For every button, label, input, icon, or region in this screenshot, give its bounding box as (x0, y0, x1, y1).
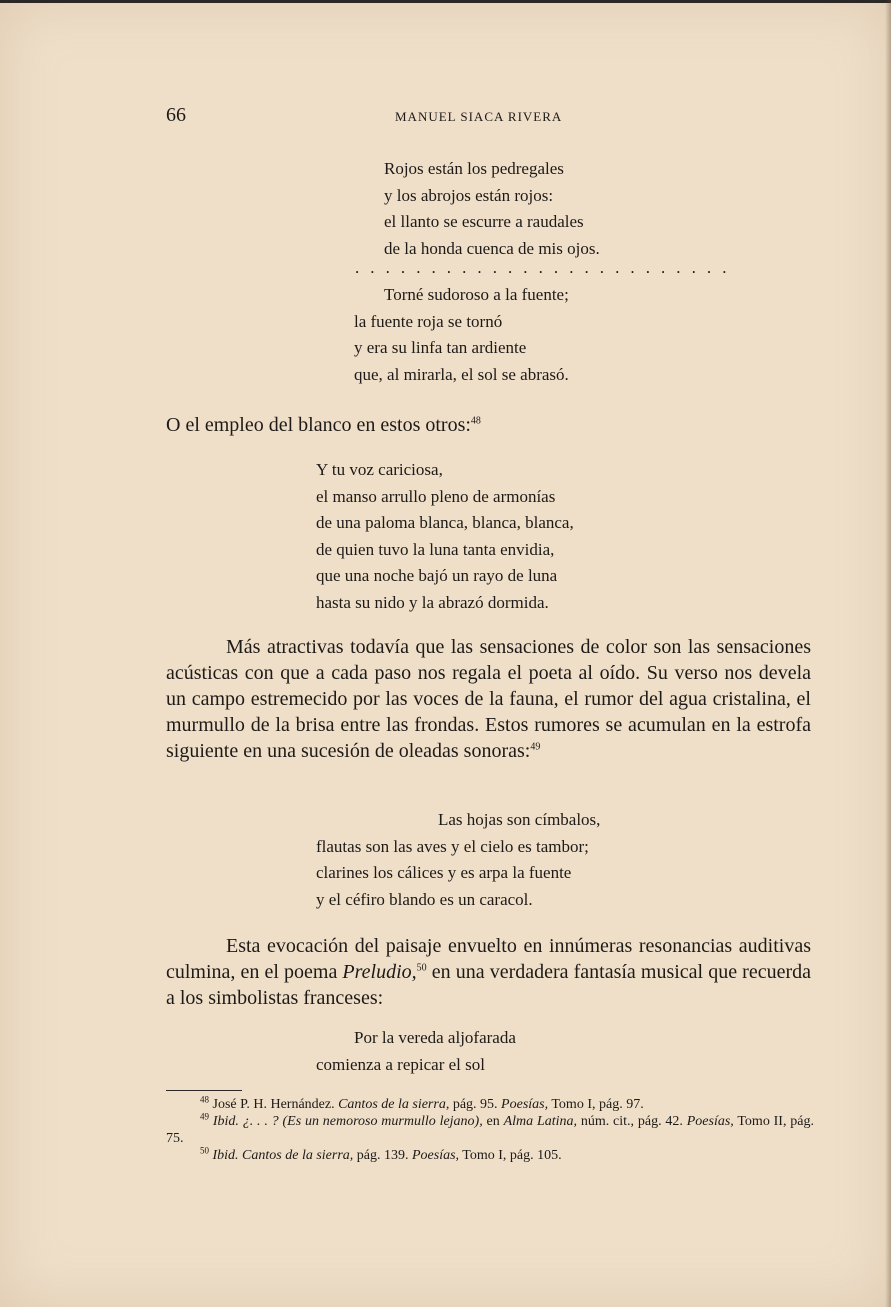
footnote-title: Cantos de la sierra, (338, 1097, 450, 1112)
footnote-48 (166, 1096, 814, 1113)
footnote-ref: 50 (416, 962, 427, 974)
paragraph-text: Esta evocación del paisaje envuelto en innúmeras resonancias auditivas culmina, en el poema (166, 935, 811, 983)
running-head: MANUEL SIACA RIVERA (395, 109, 563, 124)
verse-line: hasta su nido y la abrazó dormida. (316, 592, 549, 612)
footnote-number: 49 (200, 1111, 209, 1122)
verse-stanza-4 (316, 807, 600, 913)
verse-line: Las hojas son címbalos, (438, 810, 601, 829)
paragraph-text: en una verdadera fantasía musical que recuerda a los simbolistas franceses: (166, 961, 811, 1009)
paragraph-acoustic (166, 634, 811, 764)
verse-line: Torné sudoroso a la fuente; (384, 285, 569, 304)
verse-line: y era su linfa tan ardiente (354, 338, 527, 357)
footnote-title: Ibid. Cantos de la sierra, (212, 1148, 354, 1163)
verse-stanza-1 (384, 156, 600, 262)
footnote-title: Poesías, (501, 1097, 549, 1112)
verse-line: el manso arrullo pleno de armonías (316, 486, 556, 506)
verse-line: flautas son las aves y el cielo es tambor; (316, 836, 589, 856)
footnote-title: Poesías, (686, 1114, 734, 1129)
verse-line: la fuente roja se tornó (354, 311, 503, 331)
footnote-text: Tomo II, pág. 75. (166, 1114, 815, 1146)
paragraph-intro-white (166, 412, 811, 438)
footnote-49 (166, 1113, 814, 1147)
verse-line: Y tu voz cariciosa, (316, 460, 443, 479)
verse-line: Por la vereda aljofarada (354, 1028, 516, 1047)
verse-line: de la honda cuenca de mis ojos. (384, 238, 600, 258)
footnote-text: núm. cit., pág. 42. (577, 1114, 687, 1129)
footnote-number: 48 (200, 1094, 209, 1105)
footnote-title: Poesías, (412, 1148, 460, 1163)
ellipsis-dots: . . . . . . . . . . . . . . . . . . . . . . . . . (355, 258, 730, 277)
verse-stanza-2 (354, 282, 569, 388)
verse-line: de quien tuvo la luna tanta envidia, (316, 539, 555, 559)
footnote-text: Tomo I, pág. 97. (548, 1097, 644, 1112)
poem-title: Preludio, (342, 961, 417, 983)
footnote-rule (166, 1090, 242, 1091)
footnote-title: Ibid. ¿. . . ? (Es un nemoroso murmullo lejano), (212, 1114, 483, 1129)
paragraph-text: O el empleo del blanco en estos otros: (166, 414, 471, 436)
verse-stanza-5 (316, 1025, 516, 1078)
page-edge-shadow (885, 0, 891, 1307)
verse-line: que, al mirarla, el sol se abrasó. (354, 364, 569, 384)
verse-line: que una noche bajó un rayo de luna (316, 566, 558, 585)
verse-line: clarines los cálices y es arpa la fuente (316, 863, 572, 882)
footnote-text: en (482, 1114, 504, 1129)
top-edge-line (0, 0, 891, 3)
footnote-text: Tomo I, pág. 105. (459, 1148, 562, 1163)
footnote-ref: 49 (530, 741, 541, 753)
footnote-text: José P. H. Hernández. (212, 1097, 339, 1112)
verse-line: comienza a repicar el sol (316, 1054, 485, 1074)
footnotes (166, 1096, 814, 1164)
footnote-title: Alma Latina, (503, 1114, 578, 1129)
verse-line: y los abrojos están rojos: (384, 185, 554, 205)
footnote-ref: 48 (470, 415, 481, 427)
footnote-number: 50 (200, 1145, 209, 1156)
verse-line: y el céfiro blando es un caracol. (316, 889, 533, 909)
footnote-text: pág. 139. (353, 1148, 412, 1163)
verse-line: el llanto se escurre a raudales (384, 212, 584, 231)
paragraph-text: Más atractivas todavía que las sensaciones de color son las sensaciones acústicas con que a cada paso nos regala el poeta al oído. Su verso nos devela un campo estremecido por las voces de la fauna, el rumor del agua cristalina, el murmullo de la brisa entre las frondas. Estos rumores se acumulan en la estrofa siguiente en una sucesión de oleadas sonoras: (166, 636, 811, 762)
page-number: 66 (166, 104, 186, 126)
verse-line: Rojos están los pedregales (384, 159, 564, 178)
footnote-text: pág. 95. (449, 1097, 502, 1112)
paragraph-preludio (166, 933, 811, 1011)
verse-stanza-3 (316, 457, 574, 616)
footnote-50 (166, 1147, 814, 1164)
verse-line: de una paloma blanca, blanca, blanca, (316, 513, 574, 532)
